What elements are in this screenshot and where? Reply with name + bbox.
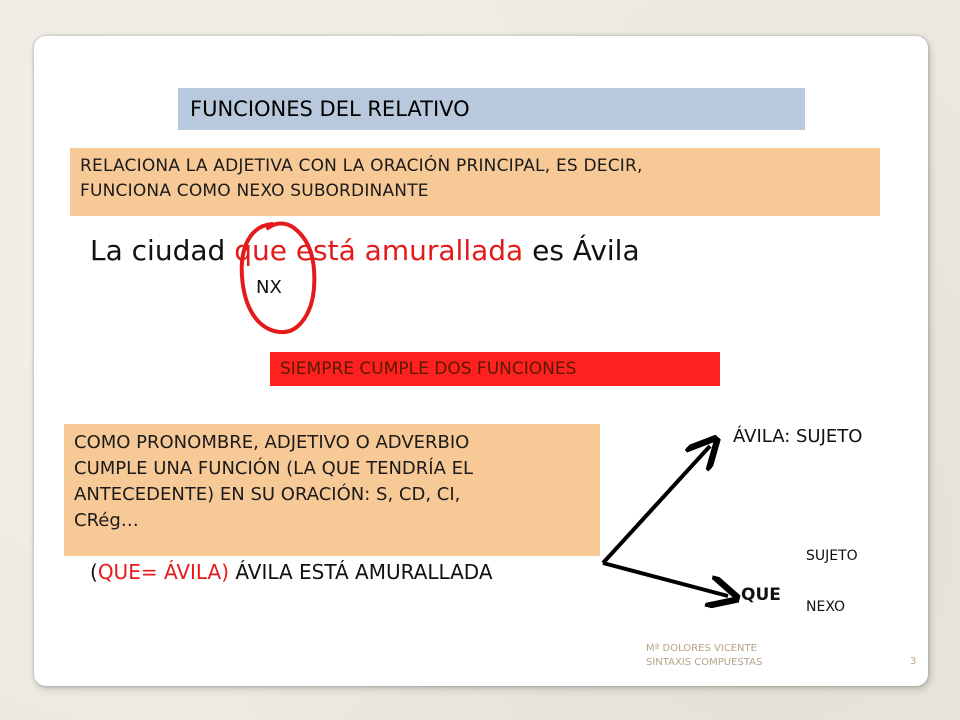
siempre-banner: SIEMPRE CUMPLE DOS FUNCIONES — [270, 352, 720, 386]
pronoun-line-1: COMO PRONOMBRE, ADJETIVO O ADVERBIO — [74, 432, 470, 453]
que-equals-avila: QUE= ÁVILA) — [97, 560, 230, 584]
pronoun-line-3: ANTECEDENTE) EN SU ORACIÓN: S, CD, CI, — [74, 484, 461, 505]
pronoun-line-4: CRég… — [74, 510, 139, 531]
pronoun-line-2: CUMPLE UNA FUNCIÓN (LA QUE TENDRÍA EL — [74, 458, 474, 479]
que-line-rest: ÁVILA ESTÁ AMURALLADA — [229, 560, 493, 584]
example-sentence — [90, 234, 640, 267]
pronoun-function-box — [64, 424, 600, 556]
definition-line-1: RELACIONA LA ADJETIVA CON LA ORACIÓN PRINCIPAL, ES DECIR, — [80, 156, 643, 176]
page-number: 3 — [910, 656, 917, 667]
que-equivalence-line — [90, 560, 493, 584]
nexo-function-label: NEXO — [806, 599, 846, 615]
slide-title: FUNCIONES DEL RELATIVO — [178, 88, 805, 130]
sentence-part-3: es Ávila — [523, 234, 640, 267]
definition-box — [70, 148, 880, 216]
sentence-part-1: La ciudad — [90, 234, 235, 267]
footer-subject: SINTAXIS COMPUESTAS — [646, 657, 763, 668]
sentence-relative-clause: que está amurallada — [234, 234, 524, 267]
nexo-label: NX — [256, 277, 282, 298]
definition-line-2: FUNCIONA COMO NEXO SUBORDINANTE — [80, 181, 429, 201]
footer-author: Mª DOLORES VICENTE — [646, 643, 757, 654]
avila-sujeto-label: ÁVILA: SUJETO — [733, 426, 863, 447]
sujeto-label: SUJETO — [806, 548, 858, 564]
que-label: QUE — [741, 585, 781, 605]
footer — [646, 642, 762, 670]
que-open-paren: ( — [90, 560, 98, 584]
